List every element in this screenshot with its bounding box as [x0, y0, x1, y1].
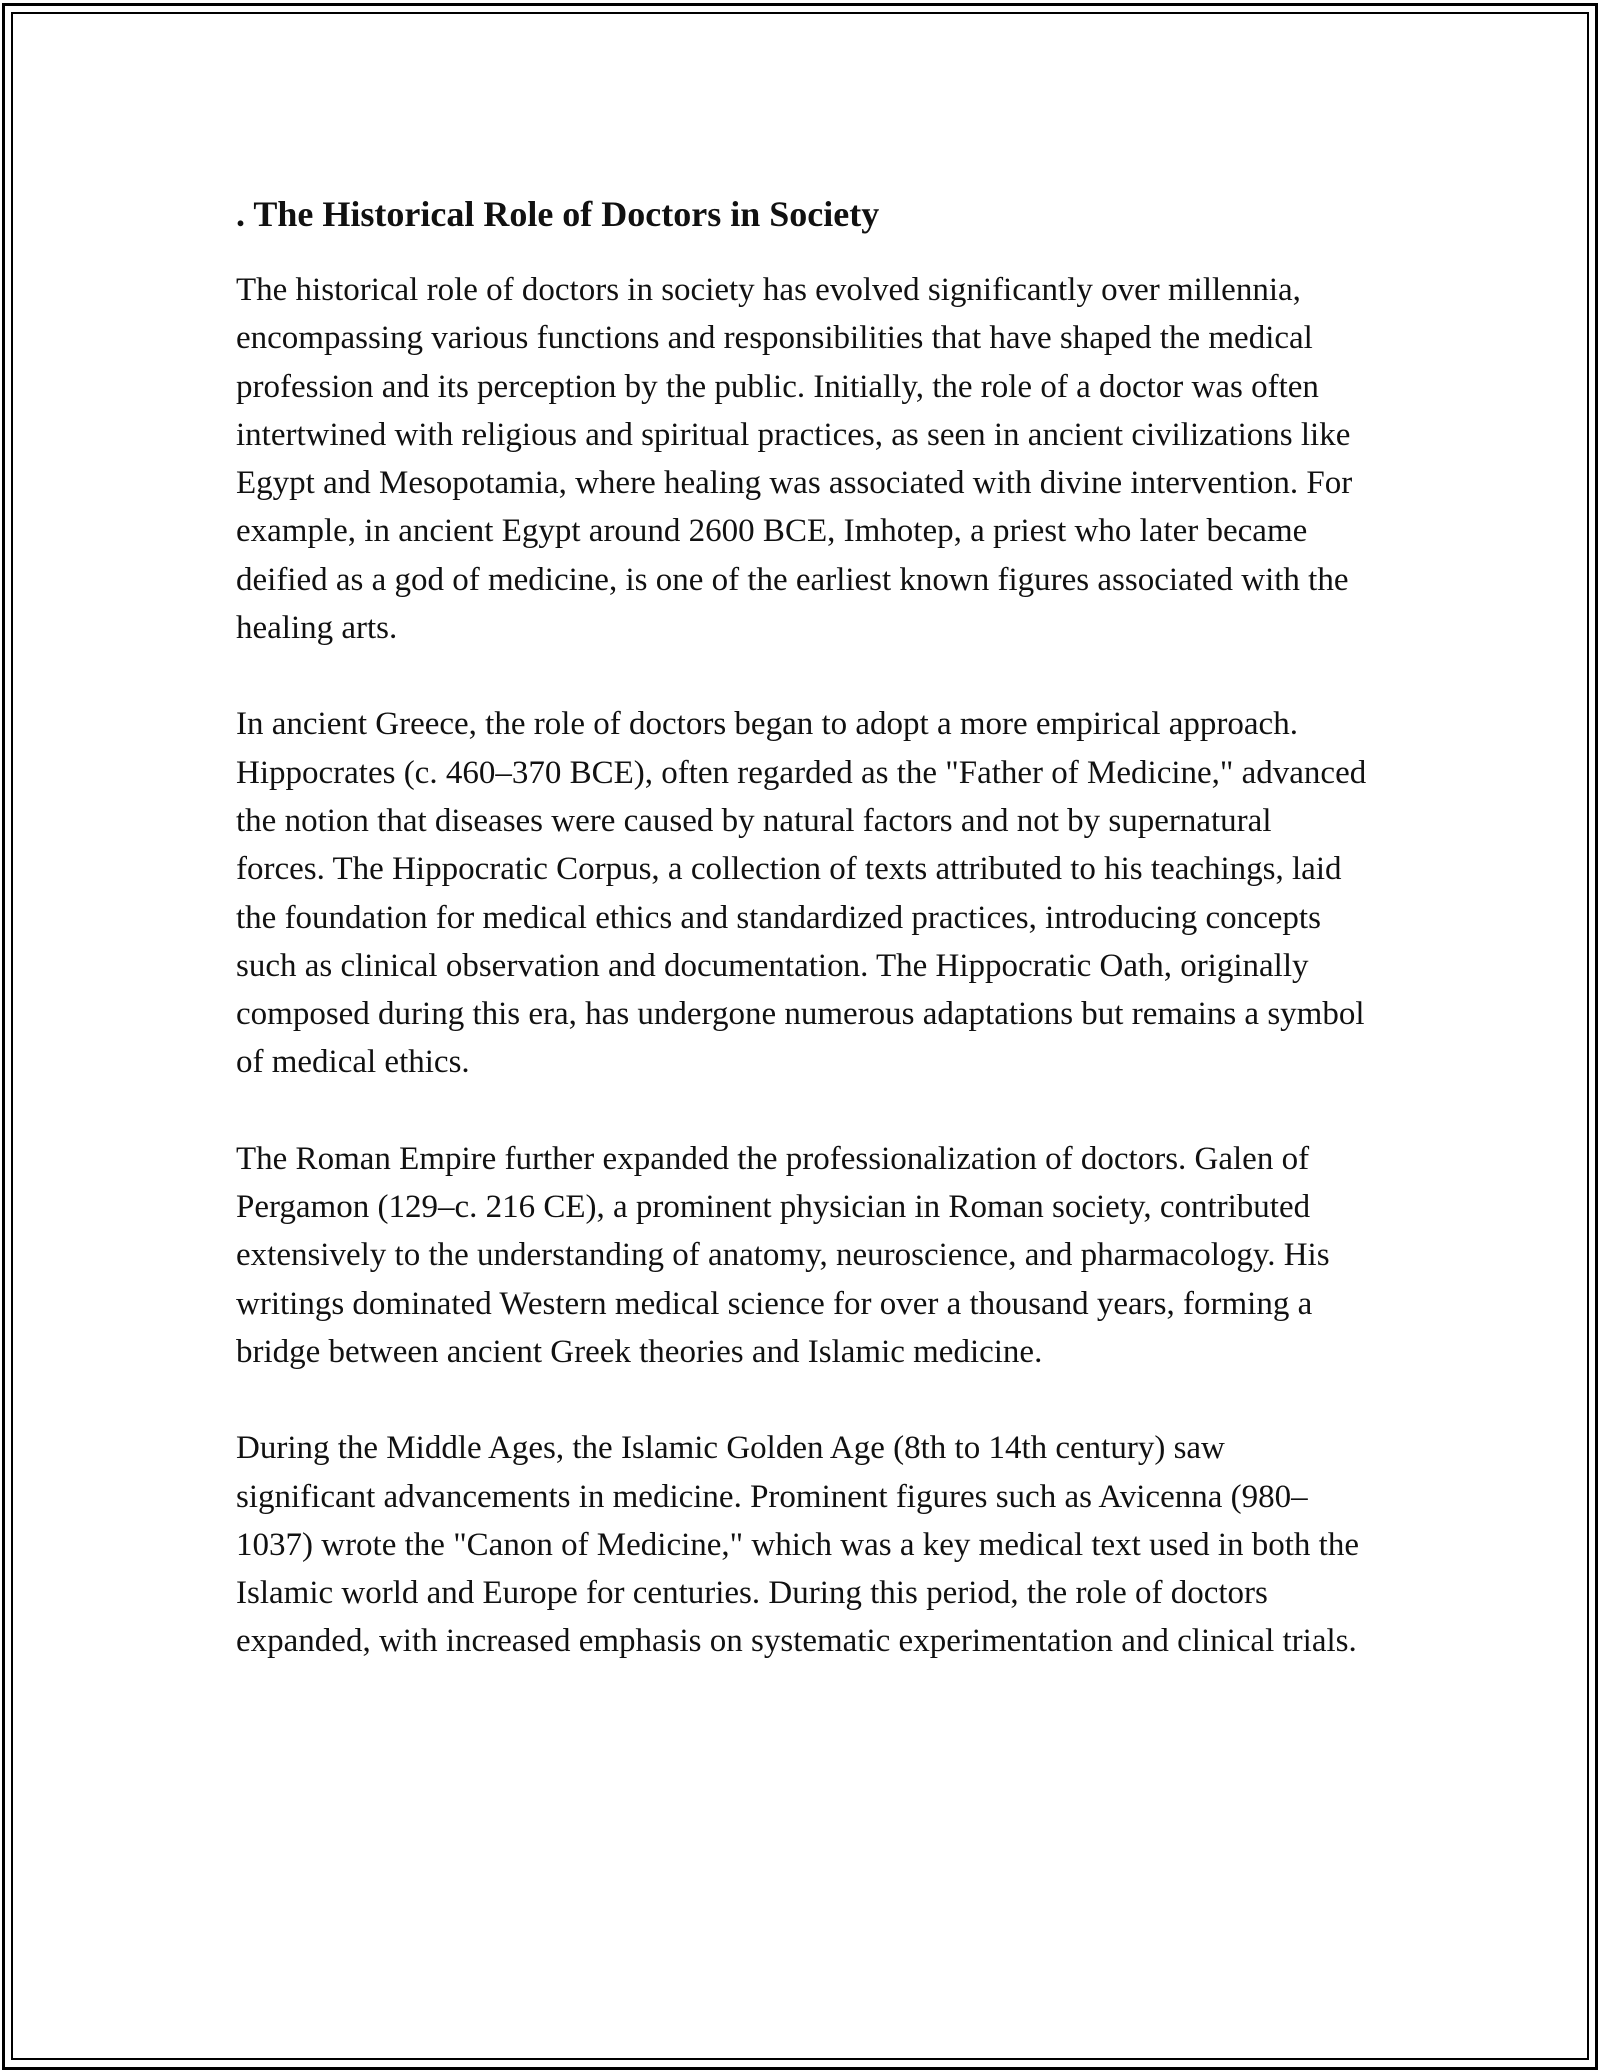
- paragraph-ancient-egypt: The historical role of doctors in society has evolved significantly over millennia, encompassing various functions and responsibilities that have shaped the medical profession and its perception by the public. Initially, the role of a doctor was often intertwined with religious and spiritual practices, as seen in ancient civilizations like Egypt and Mesopotamia, where healing was associated with divine intervention. For example, in ancient Egypt around 2600 BCE, Imhotep, a priest who later became deified as a god of medicine, is one of the earliest known figures associated with the healing arts.: [236, 272, 1353, 647]
- paragraph-middle-ages: During the Middle Ages, the Islamic Golden Age (8th to 14th century) saw significant advancements in medicine. Prominent figures such as Avicenna (980–1037) wrote the "Canon of Medicine," which was a key medical text used in both the Islamic world and Europe for centuries. During this period, the role of doctors expanded, with increased emphasis on systematic experimentation and clinical trials.: [236, 1430, 1359, 1660]
- section-heading: . The Historical Role of Doctors in Society: [236, 194, 880, 234]
- paragraph-ancient-greece: In ancient Greece, the role of doctors began to adopt a more empirical approach. Hippocrates (c. 460–370 BCE), often regarded as the "Father of Medicine," advanced the notion that diseases were caused by natural factors and not by supernatural forces. The Hippocratic Corpus, a collection of texts attributed to his teachings, laid the foundation for medical ethics and standardized practices, introducing concepts such as clinical observation and documentation. The Hippocratic Oath, originally composed during this era, has undergone numerous adaptations but remains a symbol of medical ethics.: [236, 706, 1367, 1081]
- document-body: [236, 188, 1368, 1666]
- paragraph-roman-empire: The Roman Empire further expanded the professionalization of doctors. Galen of Pergamon (129–c. 216 CE), a prominent physician in Roman society, contributed extensively to the understanding of anatomy, neuroscience, and pharmacology. His writings dominated Western medical science for over a thousand years, forming a bridge between ancient Greek theories and Islamic medicine.: [236, 1140, 1330, 1370]
